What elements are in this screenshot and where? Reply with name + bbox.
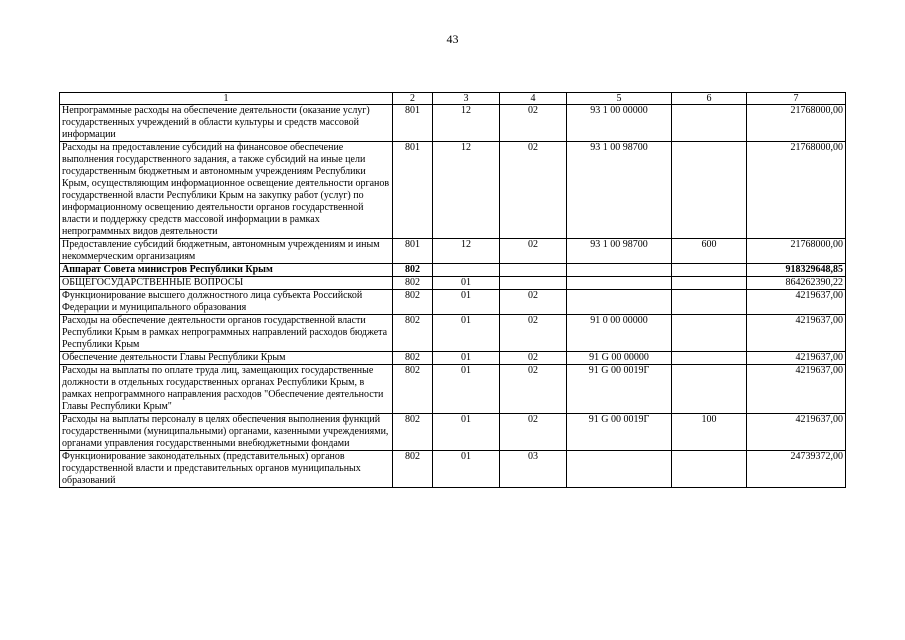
expense-name: Предоставление субсидий бюджетным, автономным учреждениям и иным некоммерческим организациям	[60, 239, 393, 264]
section-code: 12	[433, 142, 500, 239]
target-article-code: 91 G 00 0019Г	[567, 365, 672, 414]
target-article-code	[567, 277, 672, 290]
ministry-code: 801	[393, 105, 433, 142]
table-row	[60, 239, 846, 264]
subsection-code: 02	[500, 315, 567, 352]
ministry-code: 801	[393, 239, 433, 264]
subsection-code	[500, 264, 567, 277]
subsection-code: 03	[500, 451, 567, 488]
ministry-code: 802	[393, 290, 433, 315]
expense-type-code	[672, 352, 747, 365]
expense-type-code: 600	[672, 239, 747, 264]
table-row	[60, 352, 846, 365]
table-row	[60, 451, 846, 488]
expense-type-code	[672, 365, 747, 414]
table-row	[60, 105, 846, 142]
expense-name: ОБЩЕГОСУДАРСТВЕННЫЕ ВОПРОСЫ	[60, 277, 393, 290]
amount-value: 4219637,00	[747, 315, 846, 352]
page-number: 43	[446, 32, 459, 46]
ministry-code: 801	[393, 142, 433, 239]
subsection-code: 02	[500, 365, 567, 414]
section-code: 01	[433, 365, 500, 414]
ministry-code: 802	[393, 451, 433, 488]
section-code: 01	[433, 451, 500, 488]
expense-name: Расходы на выплаты персоналу в целях обеспечения выполнения функций государственными (муниципальными) органами, казенными учреждениями, органами управления государственными внебюджетными фондами	[60, 414, 393, 451]
column-header-2: 2	[393, 93, 433, 105]
target-article-code: 91 0 00 00000	[567, 315, 672, 352]
target-article-code	[567, 451, 672, 488]
section-code: 01	[433, 277, 500, 290]
section-code: 01	[433, 352, 500, 365]
section-code: 01	[433, 290, 500, 315]
table-row	[60, 142, 846, 239]
ministry-code: 802	[393, 315, 433, 352]
table-row	[60, 290, 846, 315]
expense-type-code	[672, 105, 747, 142]
expense-type-code	[672, 142, 747, 239]
ministry-code: 802	[393, 352, 433, 365]
header-row	[60, 93, 846, 105]
subsection-code: 02	[500, 290, 567, 315]
subsection-code	[500, 277, 567, 290]
target-article-code: 91 G 00 00000	[567, 352, 672, 365]
target-article-code: 93 1 00 00000	[567, 105, 672, 142]
expense-name: Обеспечение деятельности Главы Республики Крым	[60, 352, 393, 365]
column-header-6: 6	[672, 93, 747, 105]
section-code	[433, 264, 500, 277]
expense-type-code	[672, 264, 747, 277]
expense-name: Расходы на обеспечение деятельности органов государственной власти Республики Крым в рамках непрограммных направлений расходов бюджета Республики Крым	[60, 315, 393, 352]
ministry-code: 802	[393, 365, 433, 414]
expense-name: Функционирование законодательных (представительных) органов государственной власти и представительных органов муниципальных образований	[60, 451, 393, 488]
subsection-code: 02	[500, 142, 567, 239]
table-row	[60, 264, 846, 277]
amount-value: 4219637,00	[747, 365, 846, 414]
section-code: 01	[433, 414, 500, 451]
amount-value: 21768000,00	[747, 239, 846, 264]
subsection-code: 02	[500, 414, 567, 451]
subsection-code: 02	[500, 105, 567, 142]
expense-name: Аппарат Совета министров Республики Крым	[60, 264, 393, 277]
amount-value: 4219637,00	[747, 414, 846, 451]
ministry-code: 802	[393, 264, 433, 277]
amount-value: 4219637,00	[747, 290, 846, 315]
section-code: 12	[433, 105, 500, 142]
expense-type-code: 100	[672, 414, 747, 451]
column-header-3: 3	[433, 93, 500, 105]
section-code: 01	[433, 315, 500, 352]
expense-type-code	[672, 451, 747, 488]
expense-name: Функционирование высшего должностного лица субъекта Российской Федерации и муниципального образования	[60, 290, 393, 315]
amount-value: 4219637,00	[747, 352, 846, 365]
expense-name: Расходы на предоставление субсидий на финансовое обеспечение выполнения государственного задания, а также субсидий на иные цели государственным бюджетным и автономным учреждениям Республики Крым, осуществляющим информационное освещение деятельности органов государственной власти Республики Крым на закупку работ (услуг) по информационному освещению деятельности органов государственной власти и поддержку средств массовой информации в рамках непрограммных видов деятельности	[60, 142, 393, 239]
subsection-code: 02	[500, 352, 567, 365]
amount-value: 24739372,00	[747, 451, 846, 488]
amount-value: 21768000,00	[747, 105, 846, 142]
expense-type-code	[672, 277, 747, 290]
expense-type-code	[672, 315, 747, 352]
budget-table	[59, 92, 846, 488]
table-row	[60, 315, 846, 352]
ministry-code: 802	[393, 277, 433, 290]
target-article-code	[567, 290, 672, 315]
expense-name: Непрограммные расходы на обеспечение деятельности (оказание услуг) государственных учреждений в области культуры и средств массовой информации	[60, 105, 393, 142]
expense-type-code	[672, 290, 747, 315]
amount-value: 21768000,00	[747, 142, 846, 239]
table-row	[60, 365, 846, 414]
amount-value: 864262390,22	[747, 277, 846, 290]
table-row	[60, 277, 846, 290]
column-header-7: 7	[747, 93, 846, 105]
table-row	[60, 414, 846, 451]
amount-value: 918329648,85	[747, 264, 846, 277]
target-article-code: 93 1 00 98700	[567, 142, 672, 239]
column-header-5: 5	[567, 93, 672, 105]
section-code: 12	[433, 239, 500, 264]
column-header-4: 4	[500, 93, 567, 105]
expense-name: Расходы на выплаты по оплате труда лиц, замещающих государственные должности в отдельных государственных органах Республики Крым, в рамках непрограммного направления расходов "Обеспечение деятельности Главы Республики Крым"	[60, 365, 393, 414]
target-article-code: 93 1 00 98700	[567, 239, 672, 264]
target-article-code: 91 G 00 0019Г	[567, 414, 672, 451]
target-article-code	[567, 264, 672, 277]
ministry-code: 802	[393, 414, 433, 451]
column-header-1: 1	[60, 93, 393, 105]
subsection-code: 02	[500, 239, 567, 264]
